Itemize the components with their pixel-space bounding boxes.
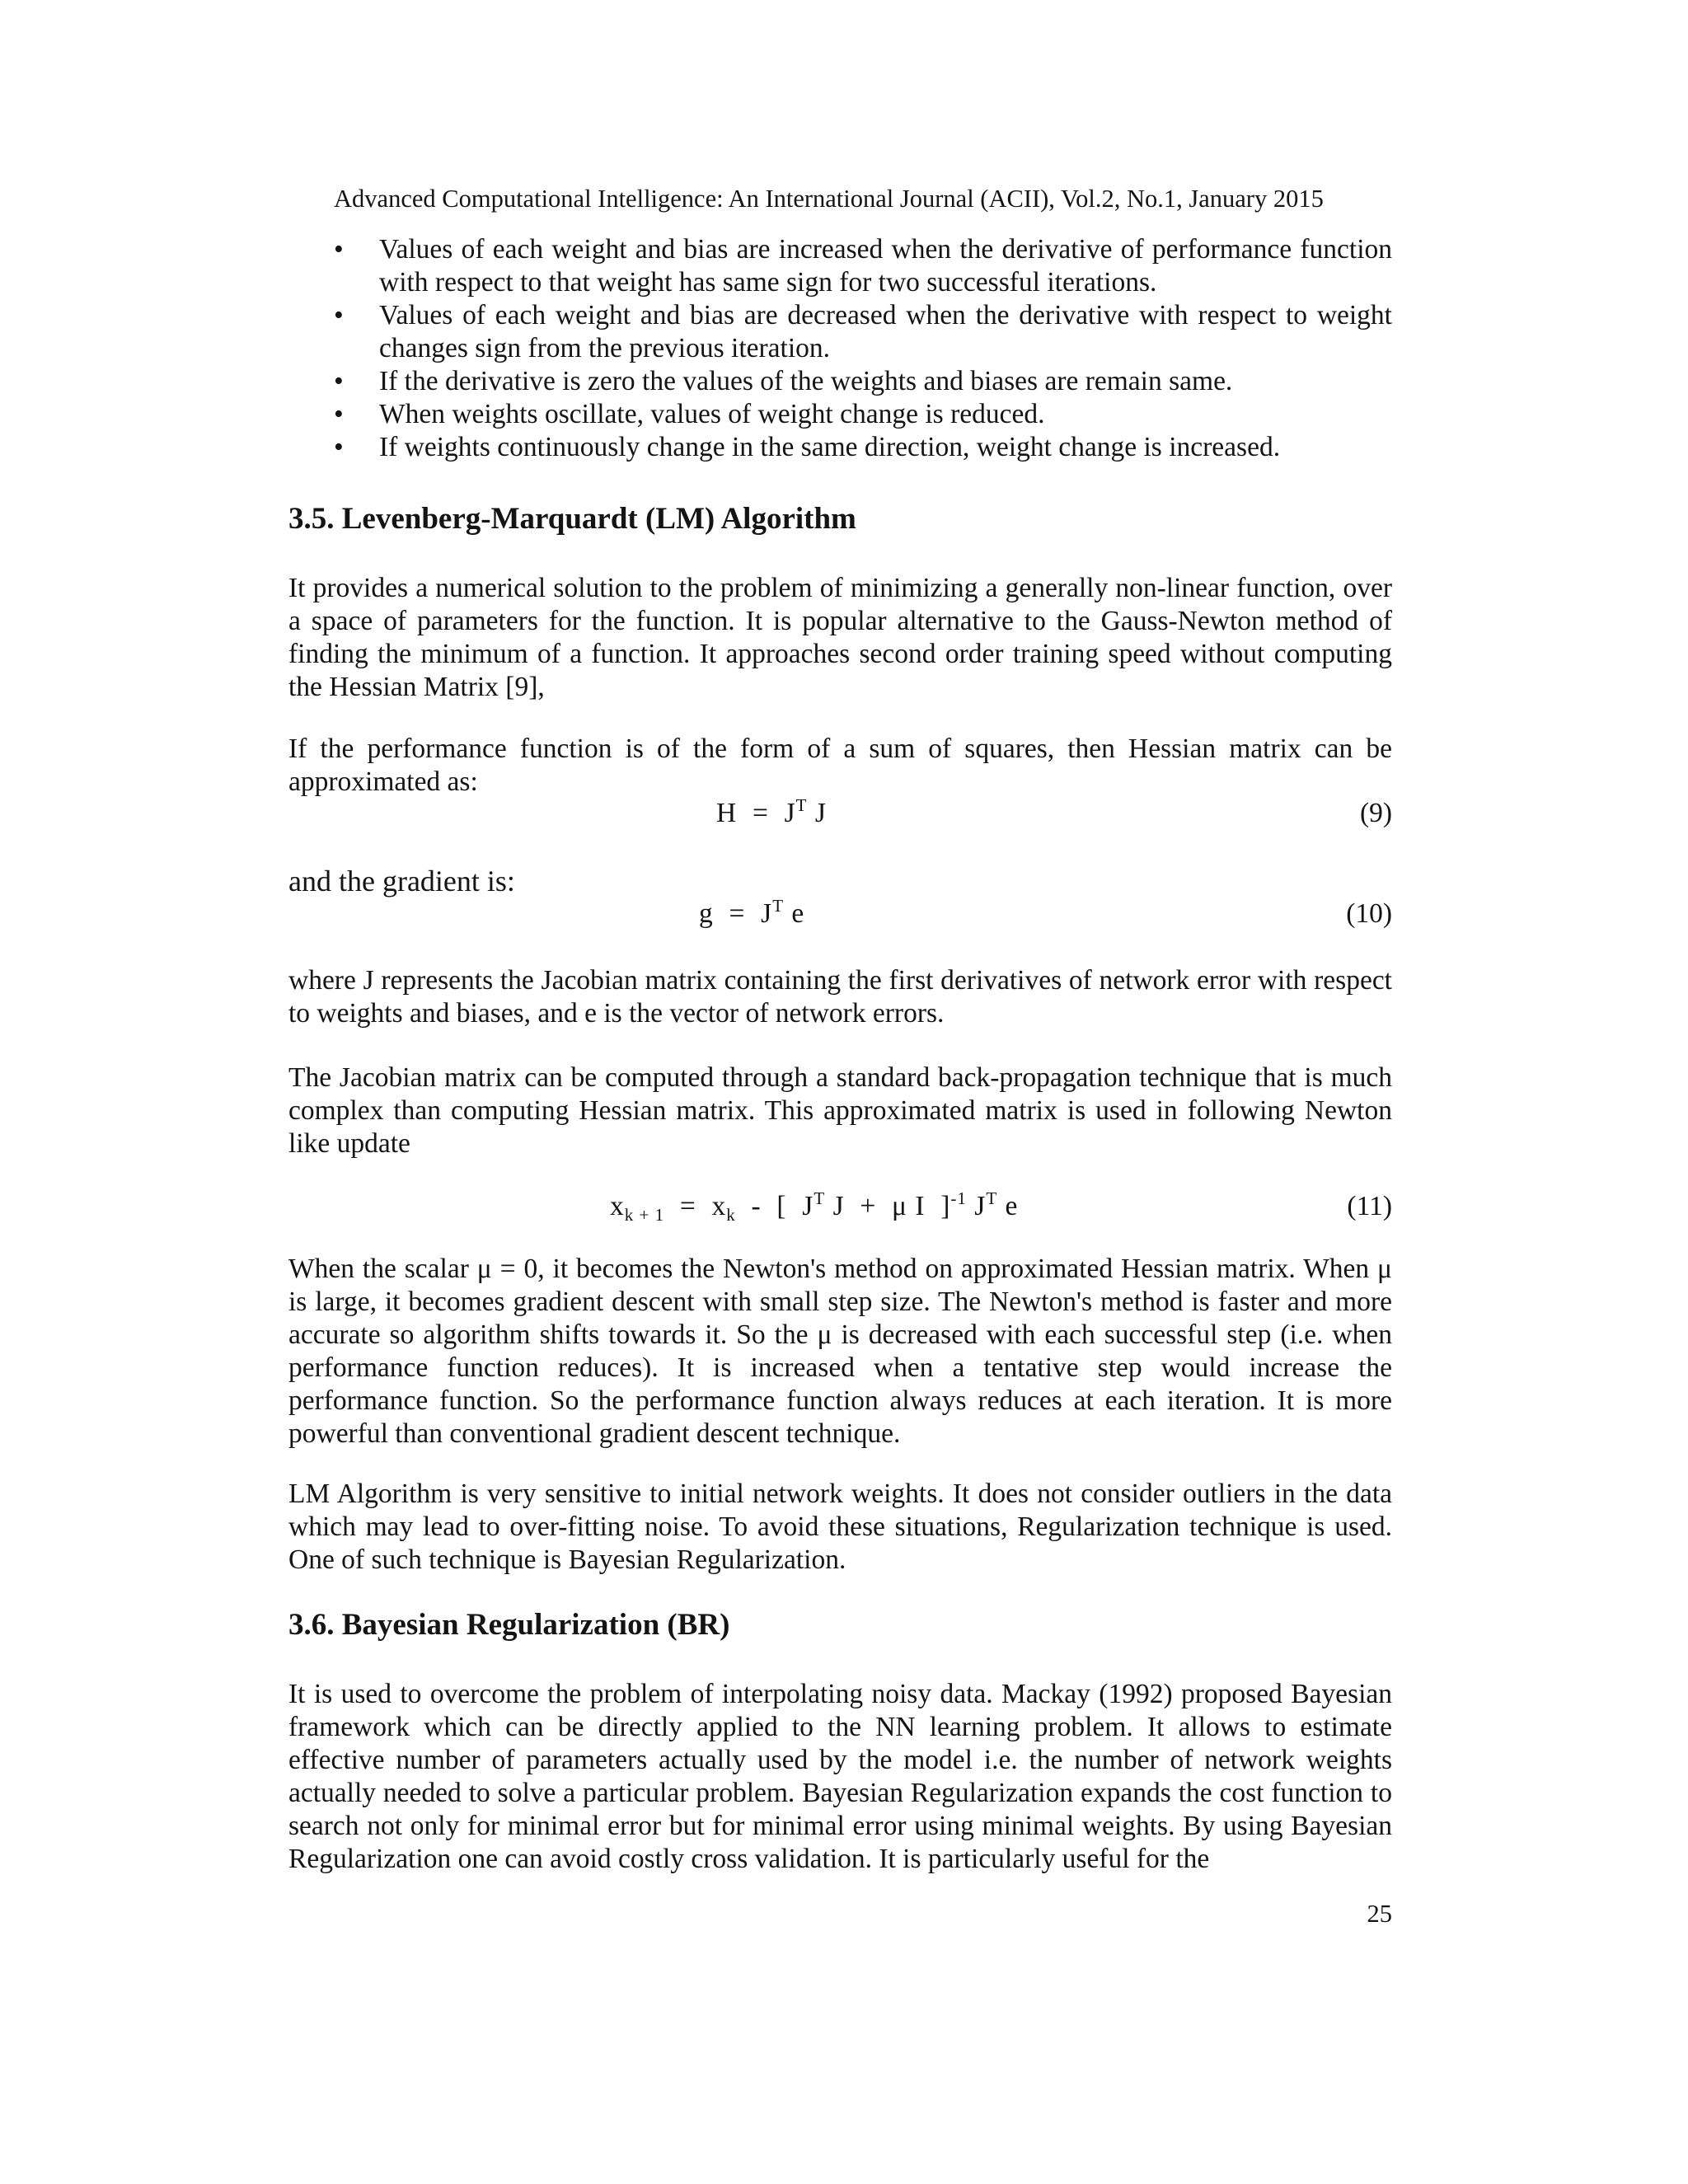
equation-9 [288, 795, 1392, 836]
section-heading-lm: 3.5. Levenberg-Marquardt (LM) Algorithm [288, 502, 856, 536]
paragraph: It provides a numerical solution to the problem of minimizing a generally non-linear function, over a space of parameters for the function. It is popular alternative to the Gauss-Newton method of finding the minimum of a function. It approaches second order training speed without computing the Hessian Matrix [9], [288, 573, 1392, 702]
list-item: • Values of each weight and bias are decreased when the derivative with respect to weight changes sign from the previous iteration. [334, 299, 1392, 365]
equation-10 [288, 898, 1392, 936]
paragraph: It is used to overcome the problem of interpolating noisy data. Mackay (1992) proposed Bayesian framework which can be directly applied to the NN learning problem. It allows to estimate effective number of parameters actually used by the model i.e. the number of network weights actually needed to solve a particular problem. Bayesian Regularization expands the cost function to search not only for minimal error but for minimal error using minimal weights. By using Bayesian Regularization one can avoid costly cross validation. It is particularly useful for the [288, 1679, 1392, 1874]
running-header: Advanced Computational Intelligence: An International Journal (ACII), Vol.2, No.1, January 2015 [334, 185, 1324, 213]
paragraph: where J represents the Jacobian matrix containing the first derivatives of network error with respect to weights and biases, and e is the vector of network errors. [288, 965, 1392, 1029]
page-number: 25 [1367, 1900, 1392, 1928]
equation-number: (10) [1346, 898, 1392, 929]
list-item: • Values of each weight and bias are increased when the derivative of performance function with respect to that weight has same sign for two successful iterations. [334, 233, 1392, 299]
bullet-list [334, 233, 1392, 464]
section-heading-br: 3.6. Bayesian Regularization (BR) [288, 1608, 730, 1642]
equation-number: (9) [1359, 798, 1392, 828]
list-item: • If weights continuously change in the same direction, weight change is increased. [334, 431, 1392, 464]
equation-number: (11) [1347, 1191, 1392, 1221]
equation-body: $g = J^T$ e [699, 896, 805, 929]
paragraph: If the performance function is of the form of a sum of squares, then Hessian matrix can be approximated as: [288, 733, 1392, 797]
paragraph: When the scalar μ = 0, it becomes the Newton's method on approximated Hessian matrix. When μ is large, it becomes gradient descent with small step size. The Newton's method is faster and more accurate so algorithm shifts towards it. So the μ is decreased with each successful step (i.e. when performance function reduces). It is increased when a tentative step would increase the performance function. So the performance function always reduces at each iteration. It is more powerful than conventional gradient descent technique. [288, 1254, 1392, 1449]
gradient-lead-text: and the gradient is: [288, 865, 515, 898]
equation-body: $H = J^T$ J [716, 795, 827, 828]
list-item: • If the derivative is zero the values of the weights and biases are remain same. [334, 365, 1392, 398]
paragraph: The Jacobian matrix can be computed through a standard back-propagation technique that is much complex than computing Hessian matrix. This approximated matrix is used in following Newton like update [288, 1062, 1392, 1159]
equation-body: $x_{k + 1} = x_k$ - [ $J^T$ J + μ I ]$^{-1}$ $J^T$ e [610, 1188, 1019, 1225]
equation-11 [288, 1188, 1392, 1229]
list-item: • When weights oscillate, values of weight change is reduced. [334, 398, 1392, 431]
paragraph: LM Algorithm is very sensitive to initial network weights. It does not consider outliers in the data which may lead to over-fitting noise. To avoid these situations, Regularization technique is used. One of such technique is Bayesian Regularization. [288, 1479, 1392, 1575]
